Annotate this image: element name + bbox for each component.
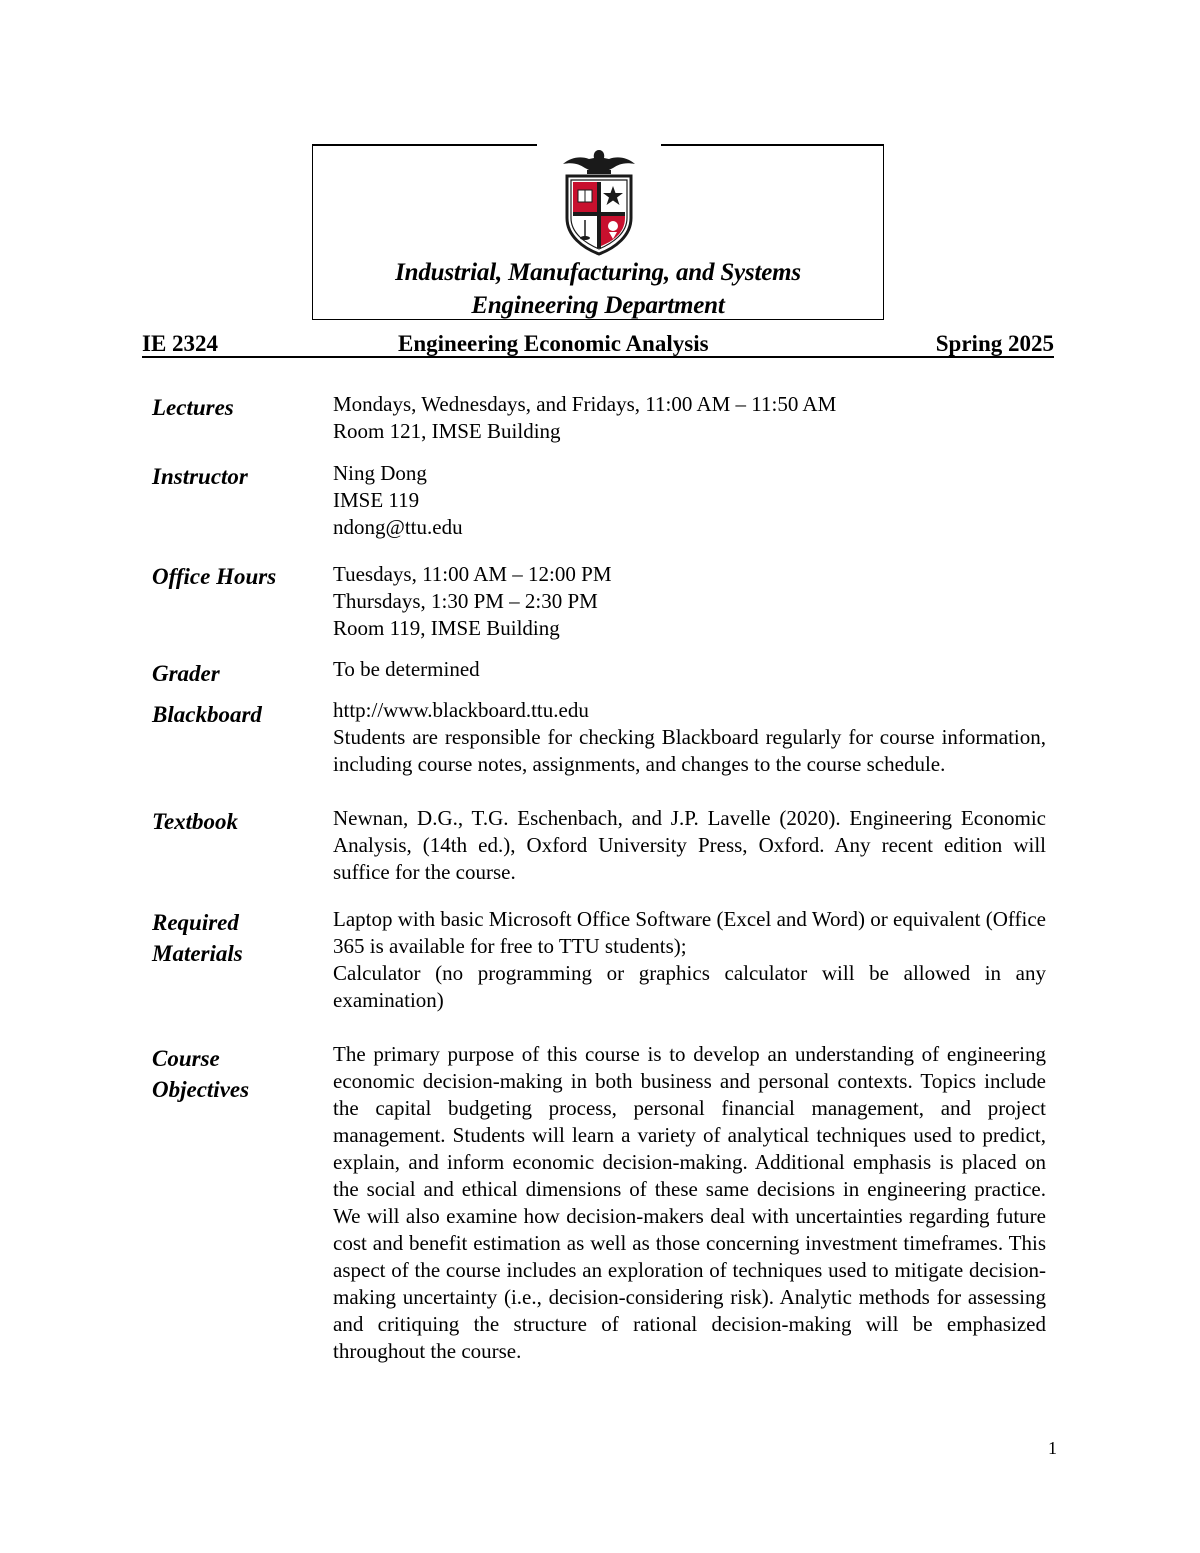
department-header — [312, 144, 884, 320]
instructor-label: Instructor — [152, 464, 248, 489]
grader-value — [333, 656, 1046, 683]
textbook-text: Newnan, D.G., T.G. Eschenbach, and J.P. Lavelle (2020). Engineering Economic Analysis, (14th ed.), Oxford University Press, Oxford. Any recent edition will suffice for the course. — [333, 806, 1046, 884]
instructor-office: IMSE 119 — [333, 488, 420, 512]
textbook-label: Textbook — [152, 809, 239, 834]
materials-info — [333, 906, 1046, 1014]
course-title: Engineering Economic Analysis — [398, 331, 709, 356]
blackboard-text: Students are responsible for checking Blackboard regularly for course information, including course notes, assignments, and changes to the course schedule. — [333, 725, 1046, 776]
instructor-email[interactable]: ndong@ttu.edu — [333, 515, 463, 539]
office-hours-line-2: Thursdays, 1:30 PM – 2:30 PM — [333, 589, 598, 613]
objectives-label — [152, 1043, 249, 1105]
header-border-left — [313, 144, 537, 146]
office-hours-label: Office Hours — [152, 564, 277, 589]
office-hours-room: Room 119, IMSE Building — [333, 616, 560, 640]
blackboard-info — [333, 697, 1046, 778]
instructor-name: Ning Dong — [333, 461, 427, 485]
course-number: IE 2324 — [142, 331, 219, 356]
materials-label — [152, 907, 243, 969]
objectives-info — [333, 1041, 1046, 1365]
lectures-label: Lectures — [152, 395, 234, 420]
university-seal-icon — [559, 146, 639, 258]
textbook-info — [333, 805, 1046, 886]
materials-label-line-2: Materials — [152, 941, 243, 966]
lectures-info — [333, 391, 1046, 445]
grader-text: To be determined — [333, 657, 480, 681]
header-border-right — [661, 144, 883, 146]
materials-calculator: Calculator (no programming or graphics calculator will be allowed in any examination) — [333, 961, 1046, 1012]
department-line-2: Engineering Department — [471, 292, 725, 319]
department-line-1: Industrial, Manufacturing, and Systems — [395, 259, 801, 286]
course-title-underline — [142, 356, 1054, 358]
department-name — [313, 256, 883, 322]
grader-label: Grader — [152, 661, 220, 686]
materials-label-line-1: Required — [152, 910, 239, 935]
office-hours-info — [333, 561, 1046, 642]
instructor-info — [333, 460, 1046, 541]
course-term: Spring 2025 — [935, 331, 1054, 356]
blackboard-label: Blackboard — [152, 702, 262, 727]
materials-laptop: Laptop with basic Microsoft Office Software (Excel and Word) or equivalent (Office 365 is available for free to TTU students); — [333, 907, 1046, 958]
page-number: 1 — [1048, 1438, 1057, 1458]
lectures-schedule: Mondays, Wednesdays, and Fridays, 11:00 AM – 11:50 AM — [333, 392, 837, 416]
objectives-label-line-2: Objectives — [152, 1077, 250, 1102]
objectives-text: The primary purpose of this course is to develop an understanding of engineering economic decision-making in both business and personal contexts. Topics include the capital budgeting process, personal financial management, and project management. Students will learn a variety of analytical techniques used to predict, explain, and inform economic decision-making. Additional emphasis is placed on the social and ethical dimensions of these same decisions in engineering practice. We will also examine how decision-makers deal with uncertainties regarding future cost and benefit estimation as well as those concerning investment timeframes. This aspect of the course includes an exploration of techniques used to mitigate decision-making uncertainty (i.e., decision-considering risk). Analytic methods for assessing and critiquing the structure of rational decision-making will be emphasized throughout the course. — [333, 1042, 1046, 1363]
objectives-label-line-1: Course — [152, 1046, 220, 1071]
office-hours-line-1: Tuesdays, 11:00 AM – 12:00 PM — [333, 562, 612, 586]
course-title-line — [142, 331, 1054, 361]
lectures-room: Room 121, IMSE Building — [333, 419, 561, 443]
blackboard-link[interactable]: http://www.blackboard.ttu.edu — [333, 698, 589, 722]
